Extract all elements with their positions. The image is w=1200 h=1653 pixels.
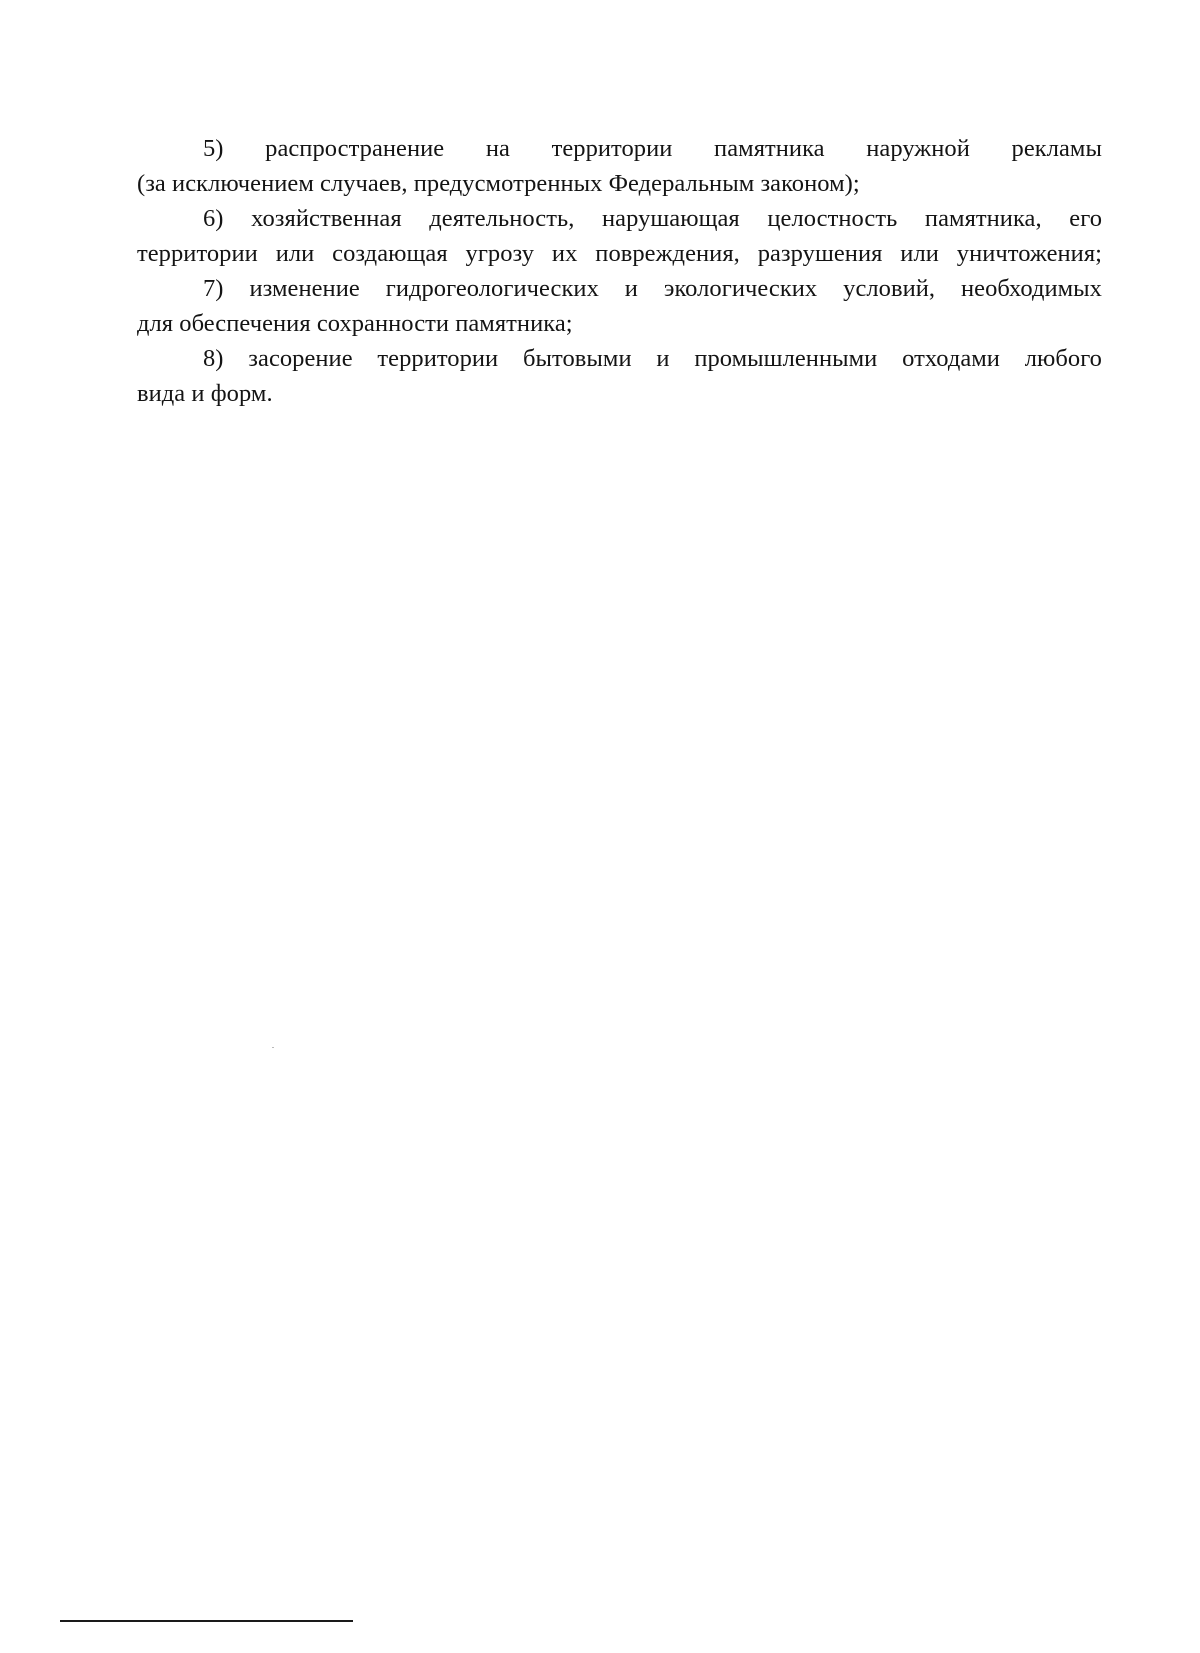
paragraph-item-5 (137, 132, 1102, 201)
scan-speck (272, 1047, 274, 1048)
paragraph-line: 8) засорение территории бытовыми и промышленными отходами любого (203, 345, 1102, 372)
paragraph-item-8 (137, 342, 1102, 411)
paragraph-line: 5) распространение на территории памятника наружной рекламы (203, 135, 1102, 162)
paragraph-line: 6) хозяйственная деятельность, нарушающая целостность памятника, его (203, 205, 1102, 232)
paragraph-line: для обеспечения сохранности памятника; (137, 309, 573, 337)
paragraph-line: территории или создающая угрозу их повреждения, разрушения или уничтожения; (137, 239, 1102, 267)
paragraph-item-7 (137, 272, 1102, 341)
paragraph-line: вида и форм. (137, 379, 273, 407)
footnote-separator (60, 1620, 353, 1622)
paragraph-line: (за исключением случаев, предусмотренных Федеральным законом); (137, 169, 860, 197)
paragraph-line: 7) изменение гидрогеологических и экологических условий, необходимых (203, 275, 1102, 302)
body-text (137, 132, 1102, 412)
paragraph-item-6 (137, 202, 1102, 271)
